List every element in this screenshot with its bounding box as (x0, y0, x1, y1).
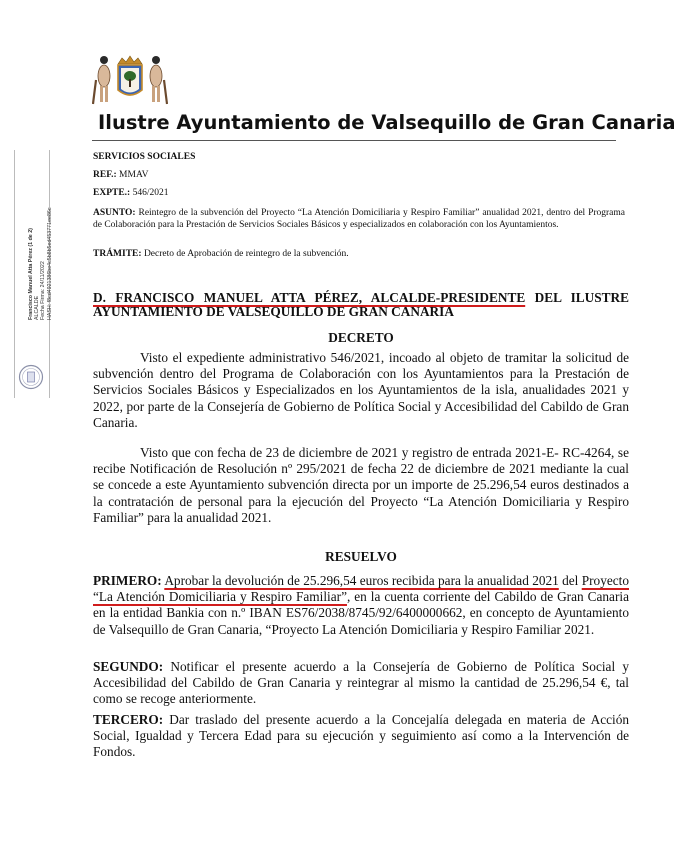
coat-of-arms-icon (92, 52, 168, 110)
primero-underlined-2: Proyecto “La Atención Domiciliaria y Respiro Familiar” (93, 573, 629, 605)
mayor-line2: AYUNTAMIENTO DE VALSEQUILLO DE GRAN CANARIA (93, 304, 454, 319)
ref-value: MMAV (119, 170, 149, 180)
expte-value: 546/2021 (132, 188, 169, 198)
segundo-label: SEGUNDO: (93, 659, 164, 674)
official-seal-icon (18, 364, 44, 390)
department-label: SERVICIOS SOCIALES (93, 152, 196, 162)
tramite-text: Decreto de Aprobación de reintegro de la subvención. (143, 249, 349, 259)
primero-rest: , en la cuenta corriente del Cabildo de Gran Canaria en la entidad Bankia con n.º IBAN ES76/2038/8745/92/6400000662, en concepto de Ayuntamiento de Valsequillo de Gran Canaria, “Proyecto La Atención Domiciliaria y Respiro Familiar 2021. (93, 589, 629, 637)
primero-label: PRIMERO: (93, 573, 162, 588)
segundo-text: Notificar el presente acuerdo a la Consejería de Gobierno de Política Social y Accesibilidad del Cabildo de Gran Canaria y reintegrar al mismo la cantidad de 25.296,54 €, tal como se recoge anteriormente. (93, 659, 629, 707)
primero-mid: del (558, 573, 582, 588)
tramite-line (93, 249, 349, 259)
paragraph-1: Visto el expediente administrativo 546/2021, incoado al objeto de tramitar la solicitud de subvención dentro del Programa de Colaboración con los Ayuntamientos para la Prestación de Servicios Sociales Básicos y Especializados en los Ayuntamientos de la isla, anualidades 2021 y 2022, por parte de la Consejería de Gobierno de Política Social y Accesibilidad del Cabildo de Gran Canaria. (93, 350, 629, 430)
signature-hash: HASH: f8cd4921386be4c5b8b5ed453771ee86c (46, 207, 53, 320)
digital-signature (28, 207, 53, 320)
primero-underlined-1: Aprobar la devolución de 25.296,54 euros recibida para la anualidad 2021 (164, 573, 559, 588)
signer-role: ALCALDE (34, 295, 41, 320)
tramite-label: TRÁMITE: (93, 249, 142, 259)
mayor-name-underlined: D. FRANCISCO MANUEL ATTA PÉREZ, ALCALDE-PRESIDENTE (93, 290, 526, 305)
paragraph-2: Visto que con fecha de 23 de diciembre de 2021 y registro de entrada 2021-E- RC-4264, se recibe Notificación de Resolución nº 295/2021 de fecha 22 de diciembre de 2021 mediante la cual se concede a este Ayuntamiento subvención directa por un importe de 25.296,54 euros destinados a la contratación de personal para la ejecución del Proyecto “La Atención Domiciliaria y Respiro Familiar” para la anualidad 2021. (93, 445, 629, 525)
asunto-label: ASUNTO: (93, 208, 136, 218)
tercero-text: Dar traslado del presente acuerdo a la Concejalía delegada en materia de Acción Social, Igualdad y Tercera Edad para su ejecución y seguimiento así como a la Intervención de Fondos. (93, 712, 629, 760)
signature-date: Fecha Firma: 24/11/2022 (40, 261, 47, 320)
expte-label: EXPTE.: (93, 188, 131, 198)
asunto-block (93, 208, 625, 231)
ref-line (93, 169, 148, 181)
signer-name: Francisco Manuel Atta Pérez (1 de 2) (28, 228, 34, 320)
page-title: Ilustre Ayuntamiento de Valsequillo de Gran Canaria (98, 111, 676, 134)
resolution-segundo (93, 659, 629, 708)
decreto-heading: DECRETO (328, 330, 394, 345)
expte-line (93, 187, 168, 199)
asunto-text: Reintegro de la subvención del Proyecto “La Atención Domiciliaria y Respiro Familiar” anualidad 2021, dentro del Programa de Colaboración para la Prestación de Servicios Sociales Básicos y especializados en colaboración con los Ayuntamientos. (93, 208, 625, 230)
resuelvo-heading: RESUELVO (325, 549, 397, 564)
ref-label: REF.: (93, 170, 117, 180)
resolution-tercero (93, 712, 629, 761)
title-divider (92, 140, 616, 141)
resolution-primero (93, 573, 629, 638)
mayor-rest: DEL ILUSTRE (534, 290, 629, 305)
tercero-label: TERCERO: (93, 712, 164, 727)
